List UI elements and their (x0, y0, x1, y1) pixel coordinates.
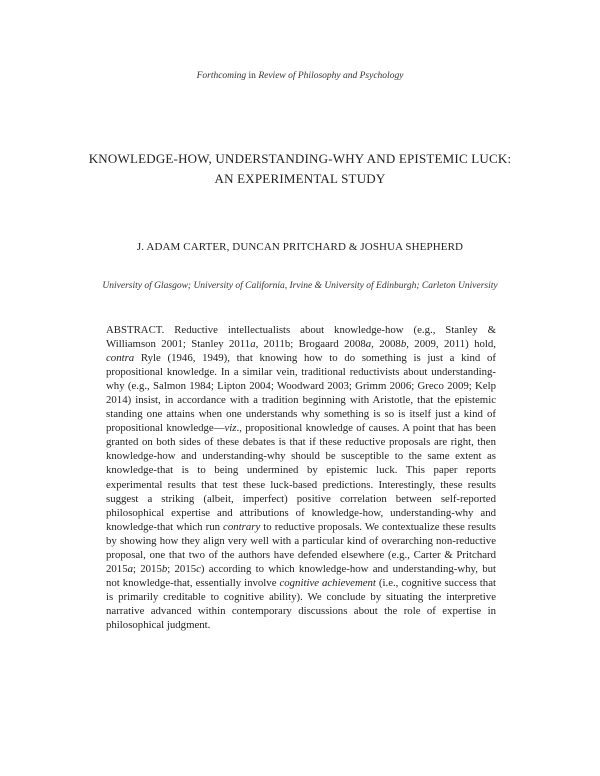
abstract-italic: b (400, 338, 407, 351)
abstract-text: (i.e., cognitive success that is primarily creditable to cognitive ability). We conclude by situating the interpretive narrative advanced within contemporary discussions about the role of expertise in philosophical judgment. (106, 576, 496, 631)
abstract-italic: cognitive achievement (279, 576, 376, 589)
paper-title (60, 149, 540, 189)
abstract-italic: viz (224, 422, 237, 435)
abstract-text: Ryle (1946, 1949), that knowing how to do something is just a kind of propositional knowledge. In a similar vein, traditional reductivists about understanding-why (e.g., Salmon 1984; Lipton 2004; Woodward 2003; Grimm 2006; Greco 2009; Kelp 2014) insist, in accordance with a tradition beginning with Aristotle, that the epistemic standing one attains when one understands why something is so is itself just a kind of propositional knowledge— (106, 352, 496, 435)
abstract-text: , 2008 (371, 338, 401, 351)
abstract-text: ) according to which knowledge-how and understanding-why, but not knowledge-that, essentially involve (106, 562, 496, 589)
abstract-italic: contra (106, 352, 135, 365)
abstract-italic: a (127, 562, 133, 575)
venue-journal: Review of Philosophy and Psychology (258, 71, 404, 81)
abstract-text: ; 2015 (167, 562, 197, 575)
abstract-italic: a (250, 338, 256, 351)
venue-line (0, 71, 600, 81)
abstract-text: to reductive proposals. We contextualize these results by showing how they align very well with a particular kind of overarching non-reductive proposal, one that two of the authors have defended elsewhere (e.g., Carter & Pritchard 2015 (106, 520, 496, 575)
author-list: J. ADAM CARTER, DUNCAN PRITCHARD & JOSHUA SHEPHERD (136, 241, 464, 253)
title-line-2: AN EXPERIMENTAL STUDY (214, 171, 386, 186)
abstract (106, 323, 496, 632)
venue-connector: in (246, 71, 259, 81)
abstract-text: ., propositional knowledge of causes. A point that has been granted on both sides of these debates is that if these reductive proposals are right, then knowledge-how and understanding-why should be susceptible to the same extent as knowledge-that is to being undermined by epistemic luck. This paper reports experimental results that test these luck-based predictions. Interestingly, these results suggest a striking (albeit, imperfect) positive correlation between self-reported philosophical expertise and attributions of knowledge-how, understanding-why and knowledge-that which run (106, 422, 496, 533)
affiliations: University of Glasgow; University of California, Irvine & University of Edinburgh; Carleton University (102, 281, 498, 291)
venue-prefix: Forthcoming (196, 71, 247, 81)
abstract-italic: contrary (223, 520, 261, 533)
abstract-text: ABSTRACT. Reductive intellectualists about knowledge-how (e.g., Stanley & Williamson 2001; Stanley 2011 (106, 324, 496, 351)
title-line-1: KNOWLEDGE-HOW, UNDERSTANDING-WHY AND EPISTEMIC LUCK: (88, 151, 512, 166)
abstract-text: , 2011b; Brogaard 2008 (255, 338, 366, 351)
abstract-italic: a (365, 338, 372, 351)
abstract-text: , 2009, 2011) hold, (406, 338, 496, 351)
abstract-italic: b (161, 562, 168, 575)
abstract-italic: c (196, 562, 201, 575)
abstract-text: ; 2015 (133, 562, 162, 575)
